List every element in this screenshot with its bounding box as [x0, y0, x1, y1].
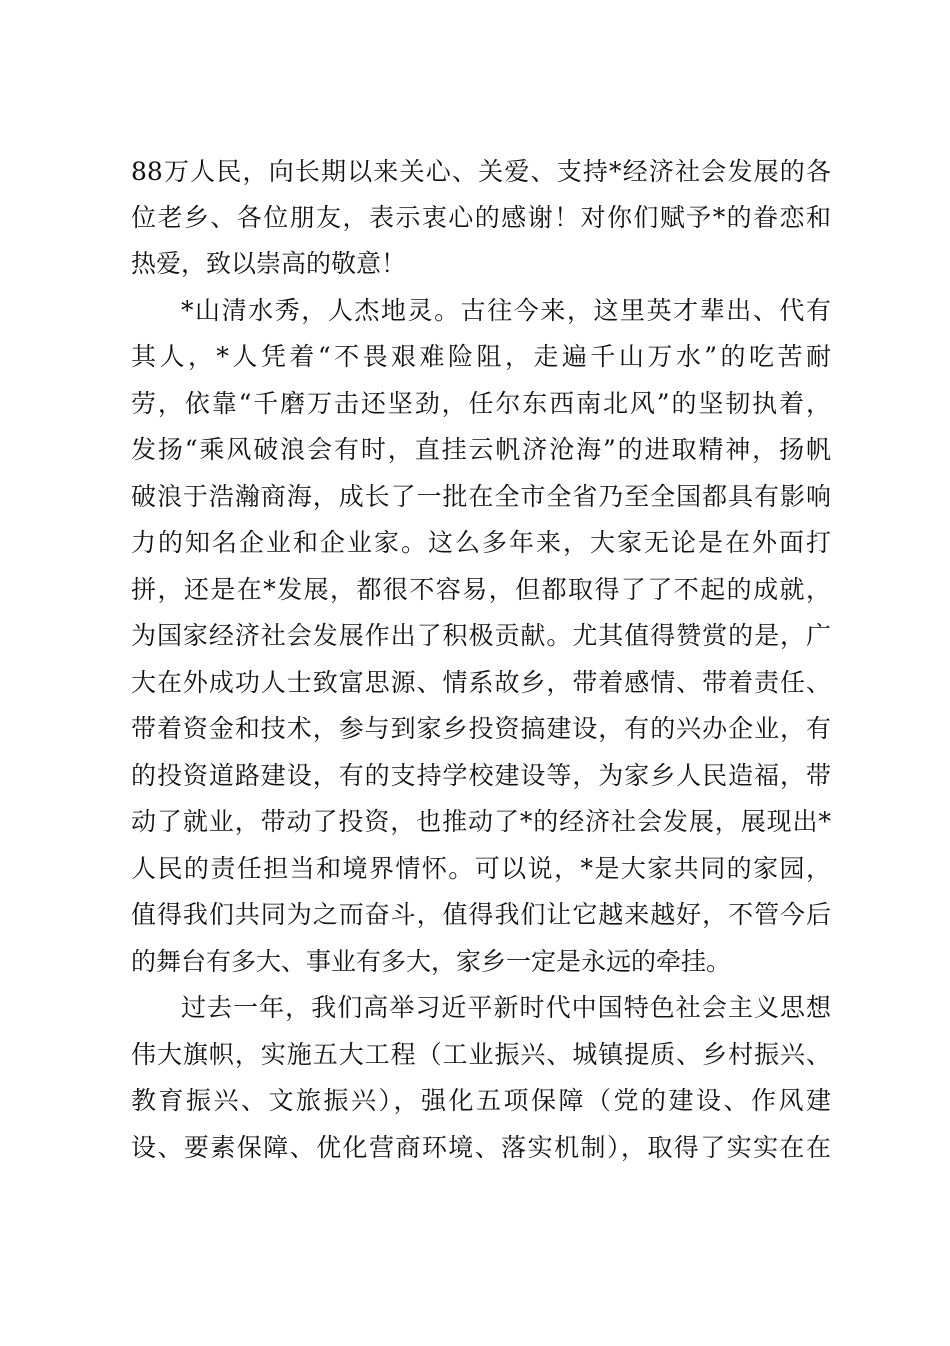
text-line: 力的知名企业和企业家。这么多年来，大家无论是在外面打 [131, 528, 831, 557]
text-line: 教育振兴、文旅振兴），强化五项保障（党的建设、作风建 [131, 1086, 831, 1115]
text-line: 的投资道路建设，有的支持学校建设等，为家乡人民造福，带 [131, 761, 831, 790]
text-line: 为国家经济社会发展作出了积极贡献。尤其值得赞赏的是，广 [131, 621, 831, 650]
text-line: 位老乡、各位朋友，表示衷心的感谢！对你们赋予*的眷恋和 [131, 203, 831, 232]
text-line: 其人，*人凭着“不畏艰难险阻，走遍千山万水”的吃苦耐 [131, 342, 831, 371]
text-line: 动了就业，带动了投资，也推动了*的经济社会发展，展现出* [131, 807, 831, 836]
text-line: 拼，还是在*发展，都很不容易，但都取得了了不起的成就， [131, 575, 831, 604]
text-line: 的舞台有多大、事业有多大，家乡一定是永远的牵挂。 [131, 947, 732, 976]
text-line: 88万人民，向长期以来关心、关爱、支持*经济社会发展的各 [131, 157, 831, 186]
text-line: 值得我们共同为之而奋斗，值得我们让它越来越好，不管今后 [131, 900, 831, 929]
text-line: 人民的责任担当和境界情怀。可以说，*是大家共同的家园， [131, 854, 831, 883]
text-line: 设、要素保障、优化营商环境、落实机制），取得了实实在在 [131, 1133, 831, 1162]
text-line: *山清水秀，人杰地灵。古往今来，这里英才辈出、代有 [181, 296, 831, 325]
text-line: 破浪于浩瀚商海，成长了一批在全市全省乃至全国都具有影响 [131, 482, 831, 511]
text-line: 大在外成功人士致富思源、情系故乡，带着感情、带着责任、 [131, 668, 831, 697]
text-line: 劳，依靠“千磨万击还坚劲，任尔东西南北风”的坚韧执着， [131, 389, 831, 418]
text-line: 带着资金和技术，参与到家乡投资搞建设，有的兴办企业，有 [131, 714, 831, 743]
text-line: 发扬“乘风破浪会有时，直挂云帆济沧海”的进取精神，扬帆 [131, 435, 831, 464]
text-line: 伟大旗帜，实施五大工程（工业振兴、城镇提质、乡村振兴、 [131, 1040, 831, 1069]
text-line: 热爱，致以崇高的敬意！ [131, 249, 407, 278]
text-line: 过去一年，我们高举习近平新时代中国特色社会主义思想 [181, 993, 831, 1022]
